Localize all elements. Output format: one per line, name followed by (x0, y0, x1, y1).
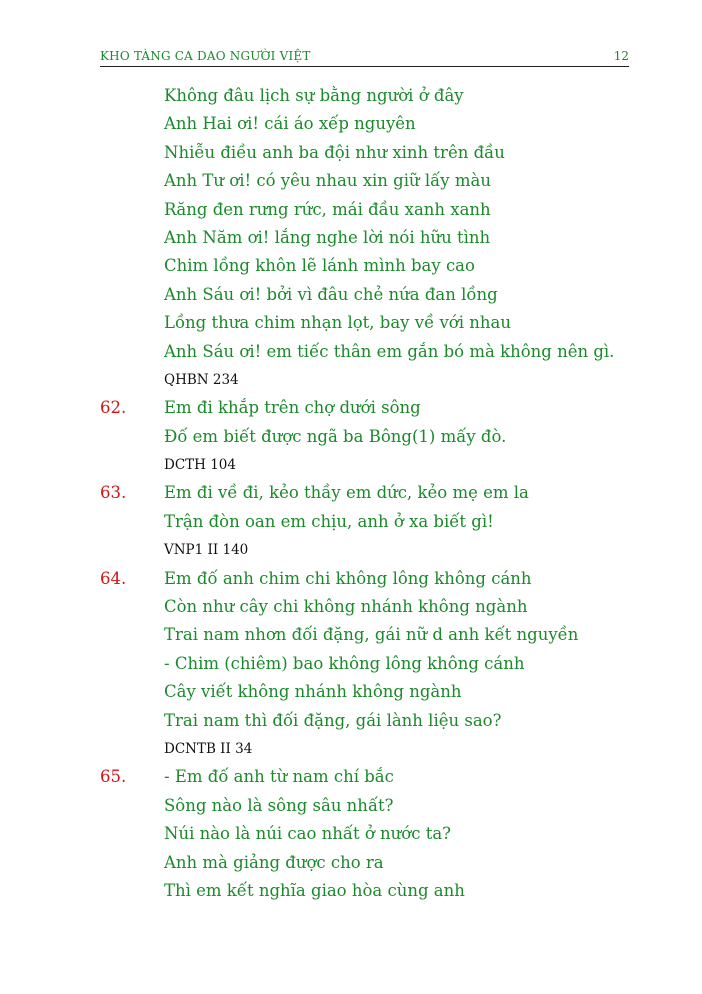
verse-line (0, 281, 702, 309)
running-header (100, 49, 629, 65)
verse-line (0, 792, 702, 820)
verse-line (0, 394, 702, 422)
source-citation (0, 735, 702, 763)
verse-text: - Chim (chiêm) bao không lông không cánh (164, 653, 525, 673)
verse-text: Em đi về đi, kẻo thầy em dức, kẻo mẹ em la (164, 483, 529, 503)
verse-line (0, 650, 702, 678)
entry-number: 65. (100, 767, 127, 787)
source-citation (0, 451, 702, 479)
entry-number: 62. (100, 398, 127, 418)
verse-text: Anh Sáu ơi! em tiếc thân em gắn bó mà không nên gì. (164, 341, 615, 361)
verse-text: Chim lồng khôn lẽ lánh mình bay cao (164, 256, 475, 276)
verse-text: Em đi khắp trên chợ dưới sông (164, 398, 421, 418)
verse-text: Thì em kết nghĩa giao hòa cùng anh (164, 880, 465, 900)
verse-text: Nhiễu điều anh ba đội như xinh trên đầu (164, 142, 505, 162)
source-citation (0, 536, 702, 564)
entry-number: 64. (100, 568, 127, 588)
verse-line (0, 678, 702, 706)
verse-text: Trai nam nhơn đối đặng, gái nữ d anh kết nguyền (164, 625, 579, 645)
verse-line (0, 423, 702, 451)
verse-text: Cây viết không nhánh không ngành (164, 682, 462, 702)
entry-number: 63. (100, 483, 127, 503)
verse-line (0, 167, 702, 195)
verse-text: Sông nào là sông sâu nhất? (164, 795, 394, 815)
verse-line (0, 508, 702, 536)
verse-text: Anh Sáu ơi! bởi vì đâu chẻ nứa đan lồng (164, 284, 498, 304)
page-number: 12 (613, 49, 629, 63)
verse-text: Trận đòn oan em chịu, anh ở xa biết gì! (164, 511, 494, 531)
verse-line (0, 763, 702, 791)
verse-line (0, 338, 702, 366)
source-text: DCNTB II 34 (164, 740, 253, 757)
verse-line (0, 224, 702, 252)
verse-text: Đố em biết được ngã ba Bông(1) mấy đò. (164, 426, 507, 446)
verse-text: Núi nào là núi cao nhất ở nước ta? (164, 824, 452, 844)
verse-body (0, 82, 702, 905)
verse-line (0, 196, 702, 224)
verse-text: Anh mà giảng được cho ra (164, 852, 384, 872)
verse-line (0, 309, 702, 337)
verse-line (0, 621, 702, 649)
verse-line (0, 849, 702, 877)
verse-line (0, 252, 702, 280)
verse-line (0, 877, 702, 905)
verse-text: Anh Hai ơi! cái áo xếp nguyên (164, 114, 416, 134)
verse-line (0, 565, 702, 593)
verse-text: - Em đố anh từ nam chí bắc (164, 767, 394, 787)
verse-text: Anh Tư ơi! có yêu nhau xin giữ lấy màu (164, 171, 491, 191)
verse-text: Lồng thưa chim nhạn lọt, bay về với nhau (164, 313, 511, 333)
header-rule (100, 66, 629, 67)
verse-text: Em đố anh chim chi không lông không cánh (164, 568, 532, 588)
verse-line (0, 707, 702, 735)
source-text: DCTH 104 (164, 457, 236, 474)
source-text: QHBN 234 (164, 371, 239, 388)
source-text: VNP1 II 140 (164, 542, 249, 559)
book-title: KHO TÀNG CA DAO NGƯỜI VIỆT (100, 49, 311, 63)
verse-text: Trai nam thì đối đặng, gái lành liệu sao? (164, 710, 502, 730)
source-citation (0, 366, 702, 394)
verse-line (0, 139, 702, 167)
verse-line (0, 593, 702, 621)
verse-text: Còn như cây chi không nhánh không ngành (164, 597, 528, 617)
verse-text: Không đâu lịch sự bằng người ở đây (164, 86, 464, 105)
verse-text: Răng đen rưng rức, mái đầu xanh xanh (164, 199, 491, 219)
verse-line (0, 82, 702, 110)
verse-text: Anh Năm ơi! lắng nghe lời nói hữu tình (164, 227, 491, 247)
verse-line (0, 110, 702, 138)
verse-line (0, 820, 702, 848)
verse-line (0, 479, 702, 507)
